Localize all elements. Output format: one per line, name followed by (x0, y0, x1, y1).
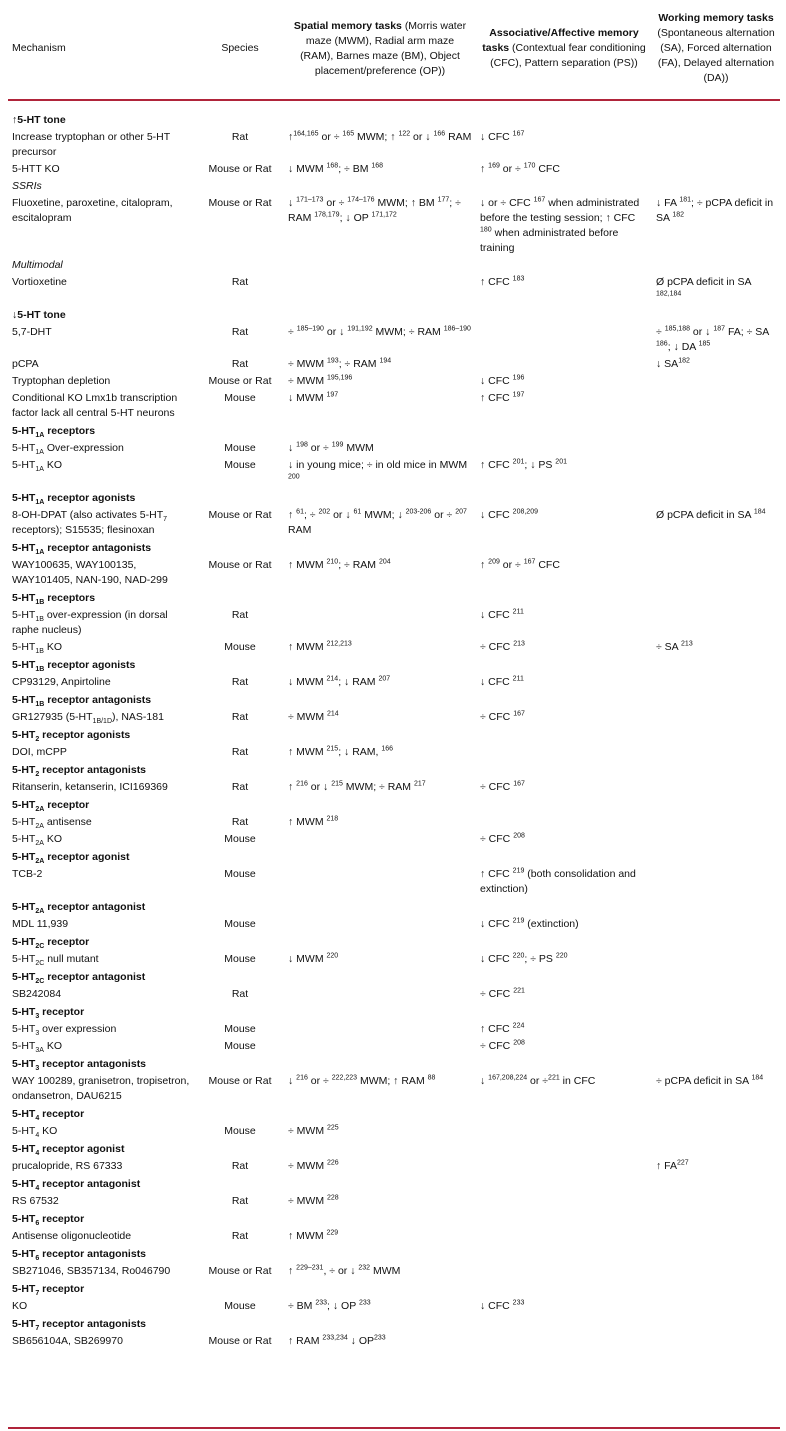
cell-species: Mouse (224, 868, 256, 880)
table-row (8, 866, 780, 898)
cell-working (652, 709, 780, 726)
cell-species: Rat (231, 746, 249, 758)
cell-species: Rat (231, 781, 249, 793)
table-row (8, 557, 780, 589)
cell-associative: ↓ or ÷ CFC $^{167}$ when administrated before the testing session; ↑ CFC $^{180}$ when administrated before training (480, 196, 640, 254)
cell-mechanism: SB271046, SB357134, Ro046790 (12, 1265, 171, 1277)
cell-associative (476, 1123, 652, 1140)
cell-species: Rat (231, 1160, 249, 1172)
cell-working: ÷ SA $^{213}$ (656, 640, 693, 653)
cell-associative: ↓ $^{167,208,224}$ or ÷$^{221}$ in CFC (480, 1074, 596, 1087)
cell-spatial: ÷ MWM $^{214}$ (288, 710, 339, 723)
section-heading-row (8, 796, 780, 814)
cell-spatial: ↓ $^{171-173}$ or ÷ $^{174-176}$ MWM; ↑ BM $^{177}$; ÷ RAM $^{178,179}$; ↓ OP $^{171,172}$ (288, 196, 461, 224)
cell-associative (476, 1193, 652, 1210)
bottom-rule (8, 1427, 780, 1429)
cell-working (652, 951, 780, 968)
cell-spatial (284, 916, 476, 933)
cell-working: ↓ FA $^{181}$; ÷ pCPA deficit in SA $^{182}$ (656, 196, 774, 224)
header-associative (476, 4, 652, 100)
table-row (8, 161, 780, 178)
cell-associative: ↓ CFC $^{208,209}$ (480, 508, 538, 521)
table-row (8, 507, 780, 539)
cell-mechanism: Conditional KO Lmx1b transcription factor lack all central 5-HT neurons (12, 392, 178, 419)
cell-associative: ↓ CFC $^{211}$ (480, 608, 524, 621)
section-heading: $5-HT_3$ receptor (12, 1006, 85, 1021)
cell-species: Rat (231, 358, 249, 370)
header-spatial (284, 4, 476, 100)
cell-mechanism: $5-HT_{2A}$ antisense (12, 816, 92, 831)
section-heading: $5-HT_4$ receptor antagonist (12, 1178, 141, 1193)
cell-mechanism: pCPA (12, 358, 39, 370)
cell-mechanism: GR127935 $(5-HT_{1B/1D})$, NAS-181 (12, 711, 164, 726)
cell-working: Ø pCPA deficit in SA $^{184}$ (656, 508, 766, 521)
cell-species: Mouse (224, 833, 256, 845)
cell-mechanism: DOI, mCPP (12, 746, 67, 758)
cell-associative: ↑ $^{169}$ or ÷ $^{170}$ CFC (480, 162, 560, 175)
cell-species: Rat (231, 676, 249, 688)
subsection-heading-row (8, 257, 780, 274)
table-row (8, 356, 780, 373)
section-heading-row (8, 589, 780, 607)
cell-mechanism: $5-HT_{1B}$ over-expression (in dorsal raphe nucleus) (12, 609, 168, 636)
cell-associative: ÷ CFC $^{208}$ (480, 832, 525, 845)
cell-associative: ÷ CFC $^{167}$ (480, 780, 525, 793)
section-heading: $5-HT_{2A}$ receptor antagonist (12, 901, 146, 916)
cell-mechanism: Tryptophan depletion (12, 375, 111, 387)
table-row (8, 1038, 780, 1055)
table-row (8, 916, 780, 933)
section-heading-row (8, 691, 780, 709)
section-heading: $5-HT_2$ receptor antagonists (12, 764, 147, 779)
cell-working (652, 674, 780, 691)
cell-mechanism: $5-HT_{1A}$ KO (12, 459, 62, 474)
cell-working (652, 866, 780, 898)
cell-working (652, 607, 780, 639)
section-heading-row (8, 111, 780, 129)
cell-working (652, 779, 780, 796)
table-row (8, 440, 780, 457)
cell-working (652, 1123, 780, 1140)
cell-spatial: ÷ MWM $^{193}$; ÷ RAM $^{194}$ (288, 357, 392, 370)
section-heading-row (8, 761, 780, 779)
section-heading: $5-HT_{1B}$ receptor agonists (12, 659, 136, 674)
cell-working (652, 440, 780, 457)
table-row (8, 709, 780, 726)
table-row (8, 831, 780, 848)
section-heading: ↓5-HT tone (12, 309, 66, 321)
cell-spatial (284, 866, 476, 898)
cell-species: Rat (231, 1195, 249, 1207)
cell-mechanism: TCB-2 (12, 868, 43, 880)
cell-mechanism: Vortioxetine (12, 276, 67, 288)
cell-associative: ↑ CFC $^{219}$ (both consolidation and extinction) (480, 867, 636, 895)
cell-mechanism: 5,7-DHT (12, 326, 52, 338)
cell-spatial: ↓ in young mice; ÷ in old mice in MWM $^{200}$ (288, 459, 468, 481)
table-row (8, 986, 780, 1003)
cell-working (652, 457, 780, 489)
table-row (8, 1073, 780, 1105)
cell-associative: ↓ CFC $^{196}$ (480, 374, 525, 387)
section-heading: $5-HT_3$ receptor antagonists (12, 1058, 147, 1073)
cell-mechanism: CP93129, Anpirtoline (12, 676, 111, 688)
section-heading-row (8, 1280, 780, 1298)
cell-working: ↓ SA$^{182}$ (656, 357, 690, 370)
cell-species: Mouse (224, 1300, 256, 1312)
cell-spatial: ↑ RAM $^{233,234}$ ↓ OP$^{233}$ (288, 1334, 386, 1347)
cell-associative: ÷ CFC $^{208}$ (480, 1039, 525, 1052)
cell-species: Mouse or Rat (208, 1265, 272, 1277)
section-heading: $5-HT_6$ receptor (12, 1213, 85, 1228)
cell-species: Mouse (224, 1023, 256, 1035)
cell-spatial: ↓ MWM $^{197}$ (288, 391, 339, 404)
section-heading: $5-HT_4$ receptor agonist (12, 1143, 125, 1158)
cell-species: Mouse or Rat (208, 559, 272, 571)
cell-associative: ↓ CFC $^{233}$ (480, 1299, 525, 1312)
table-row (8, 607, 780, 639)
table-row (8, 1021, 780, 1038)
cell-working (652, 744, 780, 761)
cell-spatial (284, 986, 476, 1003)
section-heading-row (8, 539, 780, 557)
table-row (8, 674, 780, 691)
cell-mechanism: $5-HT_{1B}$ KO (12, 641, 62, 656)
cell-associative (476, 1158, 652, 1175)
cell-species: Mouse or Rat (208, 163, 272, 175)
cell-spatial: ↓ MWM $^{214}$; ↓ RAM $^{207}$ (288, 675, 391, 688)
section-heading: $5-HT_2$ receptor agonists (12, 729, 131, 744)
header-spatial-title: Spatial memory tasks (293, 19, 402, 32)
section-heading-row (8, 968, 780, 986)
cell-working (652, 1298, 780, 1315)
header-mechanism: Mechanism (12, 42, 66, 54)
cell-species: Rat (231, 816, 249, 828)
cell-mechanism: $5-HT_{1A}$ Over-expression (12, 442, 124, 457)
section-heading: ↑5-HT tone (12, 114, 66, 126)
cell-mechanism: RS 67532 (12, 1195, 59, 1207)
table-row (8, 457, 780, 489)
cell-working (652, 916, 780, 933)
header-associative-title: Associative/Affective memory tasks (482, 27, 639, 54)
cell-spatial: ÷ $^{185-190}$ or ↓ $^{191,192}$ MWM; ÷ RAM $^{186-190}$ (288, 325, 471, 338)
section-heading: $5-HT_{1A}$ receptor agonists (12, 492, 136, 507)
cell-associative: ÷ CFC $^{221}$ (480, 987, 525, 1000)
section-heading: $5-HT_6$ receptor antagonists (12, 1248, 147, 1263)
cell-working: ↑ FA$^{227}$ (656, 1159, 689, 1172)
cell-mechanism: $5-HT_{2A}$ KO (12, 833, 62, 848)
table-row (8, 373, 780, 390)
cell-species: Mouse (224, 1040, 256, 1052)
section-heading: $5-HT_7$ receptor (12, 1283, 85, 1298)
cell-working: Ø pCPA deficit in SA $^{182,184}$ (656, 276, 751, 298)
table-row (8, 744, 780, 761)
cell-mechanism: $5-HT_4$ KO (12, 1125, 58, 1140)
cell-working: ÷ pCPA deficit in SA $^{184}$ (656, 1074, 764, 1087)
cell-associative (476, 356, 652, 373)
section-heading-row (8, 489, 780, 507)
table-row (8, 814, 780, 831)
cell-associative: ÷ CFC $^{167}$ (480, 710, 525, 723)
section-heading-row (8, 422, 780, 440)
cell-working (652, 1038, 780, 1055)
table-row (8, 951, 780, 968)
cell-spatial: ↑ $^{61}$; ÷ $^{202}$ or ↓ $^{61}$ MWM; ↓ $^{203-206}$ or ÷ $^{207}$ RAM (288, 508, 467, 536)
cell-spatial (284, 831, 476, 848)
section-heading-row (8, 1245, 780, 1263)
cell-mechanism: prucalopride, RS 67333 (12, 1160, 123, 1172)
table-row (8, 1123, 780, 1140)
section-heading: $5-HT_{2A}$ receptor agonist (12, 851, 130, 866)
section-heading-row (8, 1140, 780, 1158)
cell-associative (476, 1263, 652, 1280)
cell-mechanism: Antisense oligonucleotide (12, 1230, 132, 1242)
cell-working (652, 373, 780, 390)
table-row (8, 779, 780, 796)
cell-spatial: ↓ MWM $^{220}$ (288, 952, 339, 965)
cell-working (652, 1333, 780, 1350)
cell-mechanism: SB656104A, SB269970 (12, 1335, 123, 1347)
cell-spatial: ↓ $^{198}$ or ÷ $^{199}$ MWM (288, 441, 374, 454)
serotonin-memory-table (8, 4, 780, 1350)
cell-spatial (284, 607, 476, 639)
cell-working (652, 1193, 780, 1210)
cell-associative: ↓ CFC $^{167}$ (480, 130, 525, 143)
header-associative-desc: (Contextual fear conditioning (CFC), Pattern separation (PS)) (490, 42, 646, 69)
section-heading: $5-HT_{2C}$ receptor antagonist (12, 971, 146, 986)
table-body (8, 100, 780, 1350)
cell-mechanism: SB242084 (12, 988, 62, 1000)
cell-associative (476, 814, 652, 831)
cell-working (652, 831, 780, 848)
section-heading: $5-HT_4$ receptor (12, 1108, 85, 1123)
cell-species: Rat (231, 711, 249, 723)
header-spacer (8, 100, 780, 111)
cell-spatial: ↑ MWM $^{215}$; ↓ RAM, $^{166}$ (288, 745, 394, 758)
cell-mechanism: MDL 11,939 (12, 918, 69, 930)
section-heading-row (8, 848, 780, 866)
header-working (652, 4, 780, 100)
section-heading: $5-HT_{1B}$ receptor antagonists (12, 694, 152, 709)
cell-associative: ↓ CFC $^{219}$ (extinction) (480, 917, 579, 930)
section-heading: $5-HT_{2C}$ receptor (12, 936, 90, 951)
cell-associative: ↑ CFC $^{183}$ (480, 275, 525, 288)
cell-species: Rat (231, 131, 249, 143)
cell-mechanism: KO (12, 1300, 28, 1312)
table-header-row (8, 4, 780, 100)
cell-working (652, 814, 780, 831)
table-row (8, 1228, 780, 1245)
cell-mechanism: Ritanserin, ketanserin, ICI169369 (12, 781, 168, 793)
cell-associative: ↑ $^{209}$ or ÷ $^{167}$ CFC (480, 558, 560, 571)
table-row (8, 1193, 780, 1210)
section-heading: $5-HT_{1B}$ receptors (12, 592, 96, 607)
cell-working (652, 390, 780, 422)
cell-species: Mouse (224, 918, 256, 930)
subsection-heading: Multimodal (12, 259, 63, 271)
section-heading-row (8, 1210, 780, 1228)
cell-spatial: ÷ MWM $^{226}$ (288, 1159, 339, 1172)
cell-spatial (284, 274, 476, 306)
section-heading-row (8, 933, 780, 951)
cell-species: Rat (231, 276, 249, 288)
cell-associative (476, 744, 652, 761)
cell-species: Rat (231, 1230, 249, 1242)
cell-working: ÷ $^{185,188}$ or ↓ $^{187}$ FA; ÷ SA $^{186}$; ↓ DA $^{185}$ (656, 325, 769, 353)
table-row (8, 129, 780, 161)
cell-mechanism: Fluoxetine, paroxetine, citalopram, escitalopram (12, 197, 173, 224)
cell-species: Mouse or Rat (208, 509, 272, 521)
cell-spatial: ↑ MWM $^{229}$ (288, 1229, 339, 1242)
table-row (8, 639, 780, 656)
cell-working (652, 129, 780, 161)
cell-mechanism: $5-HT_3$ over expression (12, 1023, 117, 1038)
cell-spatial: ↑ MWM $^{212,213}$ (288, 640, 352, 653)
section-heading-row (8, 1003, 780, 1021)
cell-spatial (284, 1021, 476, 1038)
cell-spatial: ↑$^{164,165}$ or ÷ $^{165}$ MWM; ↑ $^{122}$ or ↓ $^{166}$ RAM (288, 130, 472, 143)
cell-mechanism: 8-OH-DPAT (also activates $5-HT_7$ receptors); S15535; flesinoxan (12, 509, 168, 536)
cell-working (652, 986, 780, 1003)
table-row (8, 1263, 780, 1280)
table-row (8, 195, 780, 257)
cell-working (652, 1228, 780, 1245)
cell-mechanism: WAY100635, WAY100135, WAY101405, NAN-190, NAD-299 (12, 559, 168, 586)
cell-species: Mouse or Rat (208, 197, 272, 209)
section-heading-row (8, 1175, 780, 1193)
cell-associative (476, 1333, 652, 1350)
header-spatial-desc: (Morris water maze (MWM), Radial arm maze (RAM), Barnes maze (BM), Object placement/preference (OP)) (300, 19, 467, 77)
header-working-title: Working memory tasks (658, 12, 774, 24)
section-heading-row (8, 1315, 780, 1333)
section-heading-row (8, 656, 780, 674)
subsection-heading: SSRIs (12, 180, 42, 192)
section-heading: $5-HT_{2A}$ receptor (12, 799, 90, 814)
cell-species: Mouse (224, 459, 256, 471)
table-row (8, 1333, 780, 1350)
cell-associative (476, 324, 652, 356)
table-row (8, 274, 780, 306)
cell-spatial: ÷ MWM $^{228}$ (288, 1194, 339, 1207)
cell-working (652, 557, 780, 589)
cell-associative: ↑ CFC $^{224}$ (480, 1022, 525, 1035)
cell-species: Mouse (224, 641, 256, 653)
cell-associative: ↑ CFC $^{197}$ (480, 391, 525, 404)
section-heading: $5-HT_{1A}$ receptor antagonists (12, 542, 152, 557)
table-row (8, 390, 780, 422)
cell-species: Mouse or Rat (208, 375, 272, 387)
cell-spatial: ↑ MWM $^{210}$; ÷ RAM $^{204}$ (288, 558, 391, 571)
cell-spatial: ↑ MWM $^{218}$ (288, 815, 339, 828)
cell-associative: ↑ CFC $^{201}$; ↓ PS $^{201}$ (480, 458, 567, 471)
cell-spatial (284, 1038, 476, 1055)
cell-associative (476, 440, 652, 457)
table-row (8, 1298, 780, 1315)
subsection-heading-row (8, 178, 780, 195)
cell-species: Mouse (224, 392, 256, 404)
cell-working (652, 1263, 780, 1280)
section-heading-row (8, 726, 780, 744)
table-row (8, 1158, 780, 1175)
cell-spatial: ↑ $^{216}$ or ↓ $^{215}$ MWM; ÷ RAM $^{217}$ (288, 780, 426, 793)
header-species: Species (221, 42, 259, 54)
cell-species: Rat (231, 609, 249, 621)
cell-species: Mouse (224, 953, 256, 965)
cell-spatial: ÷ MWM $^{195,196}$ (288, 374, 353, 387)
cell-spatial: ↓ MWM $^{168}$; ÷ BM $^{168}$ (288, 162, 384, 175)
cell-working (652, 1021, 780, 1038)
cell-mechanism: $5-HT_{3A}$ KO (12, 1040, 62, 1055)
cell-spatial: ÷ MWM $^{225}$ (288, 1124, 339, 1137)
cell-mechanism: WAY 100289, granisetron, tropisetron, ondansetron, DAU6215 (12, 1075, 190, 1102)
cell-mechanism: $5-HT_{2C}$ null mutant (12, 953, 99, 968)
table-row (8, 324, 780, 356)
cell-associative: ↓ CFC $^{211}$ (480, 675, 524, 688)
section-heading-row (8, 1055, 780, 1073)
section-heading-row (8, 1105, 780, 1123)
cell-associative: ÷ CFC $^{213}$ (480, 640, 525, 653)
cell-mechanism: 5-HTT KO (12, 163, 60, 175)
cell-species: Mouse or Rat (208, 1075, 272, 1087)
cell-associative: ↓ CFC $^{220}$; ÷ PS $^{220}$ (480, 952, 568, 965)
cell-species: Mouse (224, 442, 256, 454)
cell-spatial: ÷ BM $^{233}$; ↓ OP $^{233}$ (288, 1299, 371, 1312)
section-heading-row (8, 898, 780, 916)
cell-spatial: ↓ $^{216}$ or ÷ $^{222,223}$ MWM; ↑ RAM $^{88}$ (288, 1074, 436, 1087)
header-working-desc: (Spontaneous alternation (SA), Forced alternation (FA), Delayed alternation (DA)) (657, 27, 775, 84)
cell-species: Rat (231, 326, 249, 338)
cell-species: Rat (231, 988, 249, 1000)
cell-species: Mouse or Rat (208, 1335, 272, 1347)
cell-associative (476, 1228, 652, 1245)
section-heading-row (8, 306, 780, 324)
section-heading: $5-HT_7$ receptor antagonists (12, 1318, 147, 1333)
section-heading: $5-HT_{1A}$ receptors (12, 425, 96, 440)
cell-species: Mouse (224, 1125, 256, 1137)
cell-mechanism: Increase tryptophan or other 5-HT precursor (12, 131, 170, 158)
cell-spatial: ↑ $^{229-231}$, ÷ or ↓ $^{232}$ MWM (288, 1264, 401, 1277)
cell-working (652, 161, 780, 178)
